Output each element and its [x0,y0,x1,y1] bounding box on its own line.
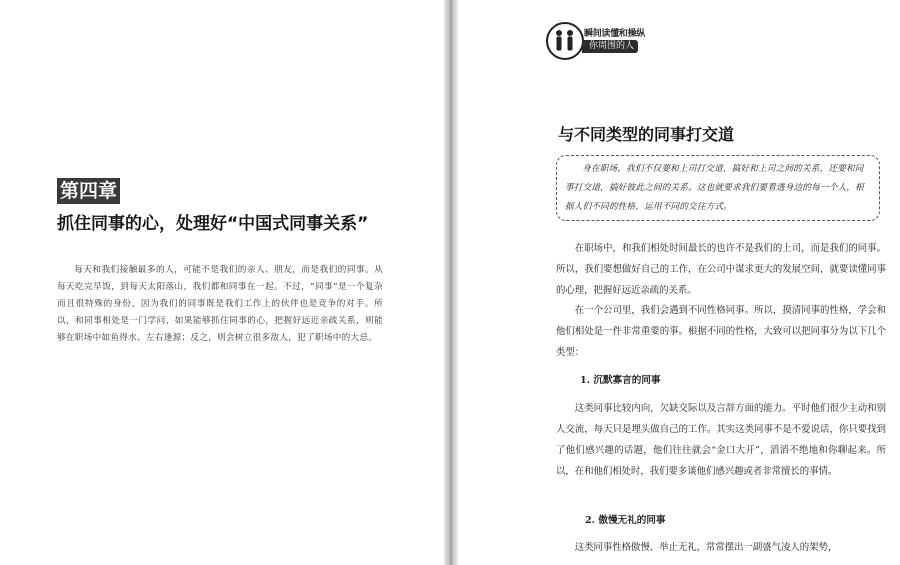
summary-text: 身在职场，我们不仅要和上司打交道，搞好和上司之间的关系，还要和同事打交道，搞好彼此之间的关系。这也就要求我们要看透身边的每一个人，根据人们不同的性格，运用不同的交往方式。 [565,164,864,212]
series-logo [546,22,646,60]
summary-box [556,155,880,221]
chapter-title: 抓住同事的心，处理好“中国式同事关系” [57,214,369,234]
right-page [458,0,900,565]
chapter-label: 第四章 [57,178,120,204]
type-heading-2: 2. 傲慢无礼的同事 [585,515,666,526]
paragraph-2: 在一个公司里，我们会遇到不同性格同事。所以，摸清同事的性格，学会和他们相处是一件非常重要的事。根据不同的性格，大致可以把同事分为以下几个类型： [556,305,886,358]
figures-icon [546,22,584,60]
paragraph-1: 在职场中，和我们相处时间最长的也许不是我们的上司，而是我们的同事。所以，我们要想做好自己的工作，在公司中谋求更大的发展空间，就要读懂同事的心理，把握好远近亲疏的关系。 [556,243,886,296]
type-heading-1: 1. 沉默寡言的同事 [580,375,661,386]
book-spine [444,0,458,565]
logo-title: 瞬间读懂和操纵 [584,29,645,39]
section-title: 与不同类型的同事打交道 [558,125,735,144]
left-page [0,0,444,565]
paragraph-3: 这类同事比较内向，欠缺交际以及言辞方面的能力。平时他们很少主动和别人交流，每天只是埋头做自己的工作。其实这类同事不是不爱说话，你只要找到了他们感兴趣的话题，他们往往就会“金口大开”，滔滔不绝地和你聊起来。所以，在和他们相处时，我们要多谈他们感兴趣或者非常擅长的事情。 [556,403,886,477]
paragraph-4: 这类同事性格傲慢、举止无礼，常常摆出一副盛气凌人的架势， [574,542,838,553]
logo-subtitle: 你周围的人 [582,40,638,53]
chapter-intro: 每天和我们接触最多的人，可能不是我们的亲人、朋友，而是我们的同事。从每天吃完早饭，到每天太阳落山，我们都和同事在一起。不过，“同事”是一个复杂而且很特殊的身份，因为我们的同事既是我们工作上的伙伴也是竞争的对手。所以，和同事相处是一门学问，如果能够抓住同事的心，把握好远近亲疏关系，则能够在职场中如鱼得水、左右逢源；反之，则会树立很多敌人，犯了职场中的大忌。 [57,265,383,343]
